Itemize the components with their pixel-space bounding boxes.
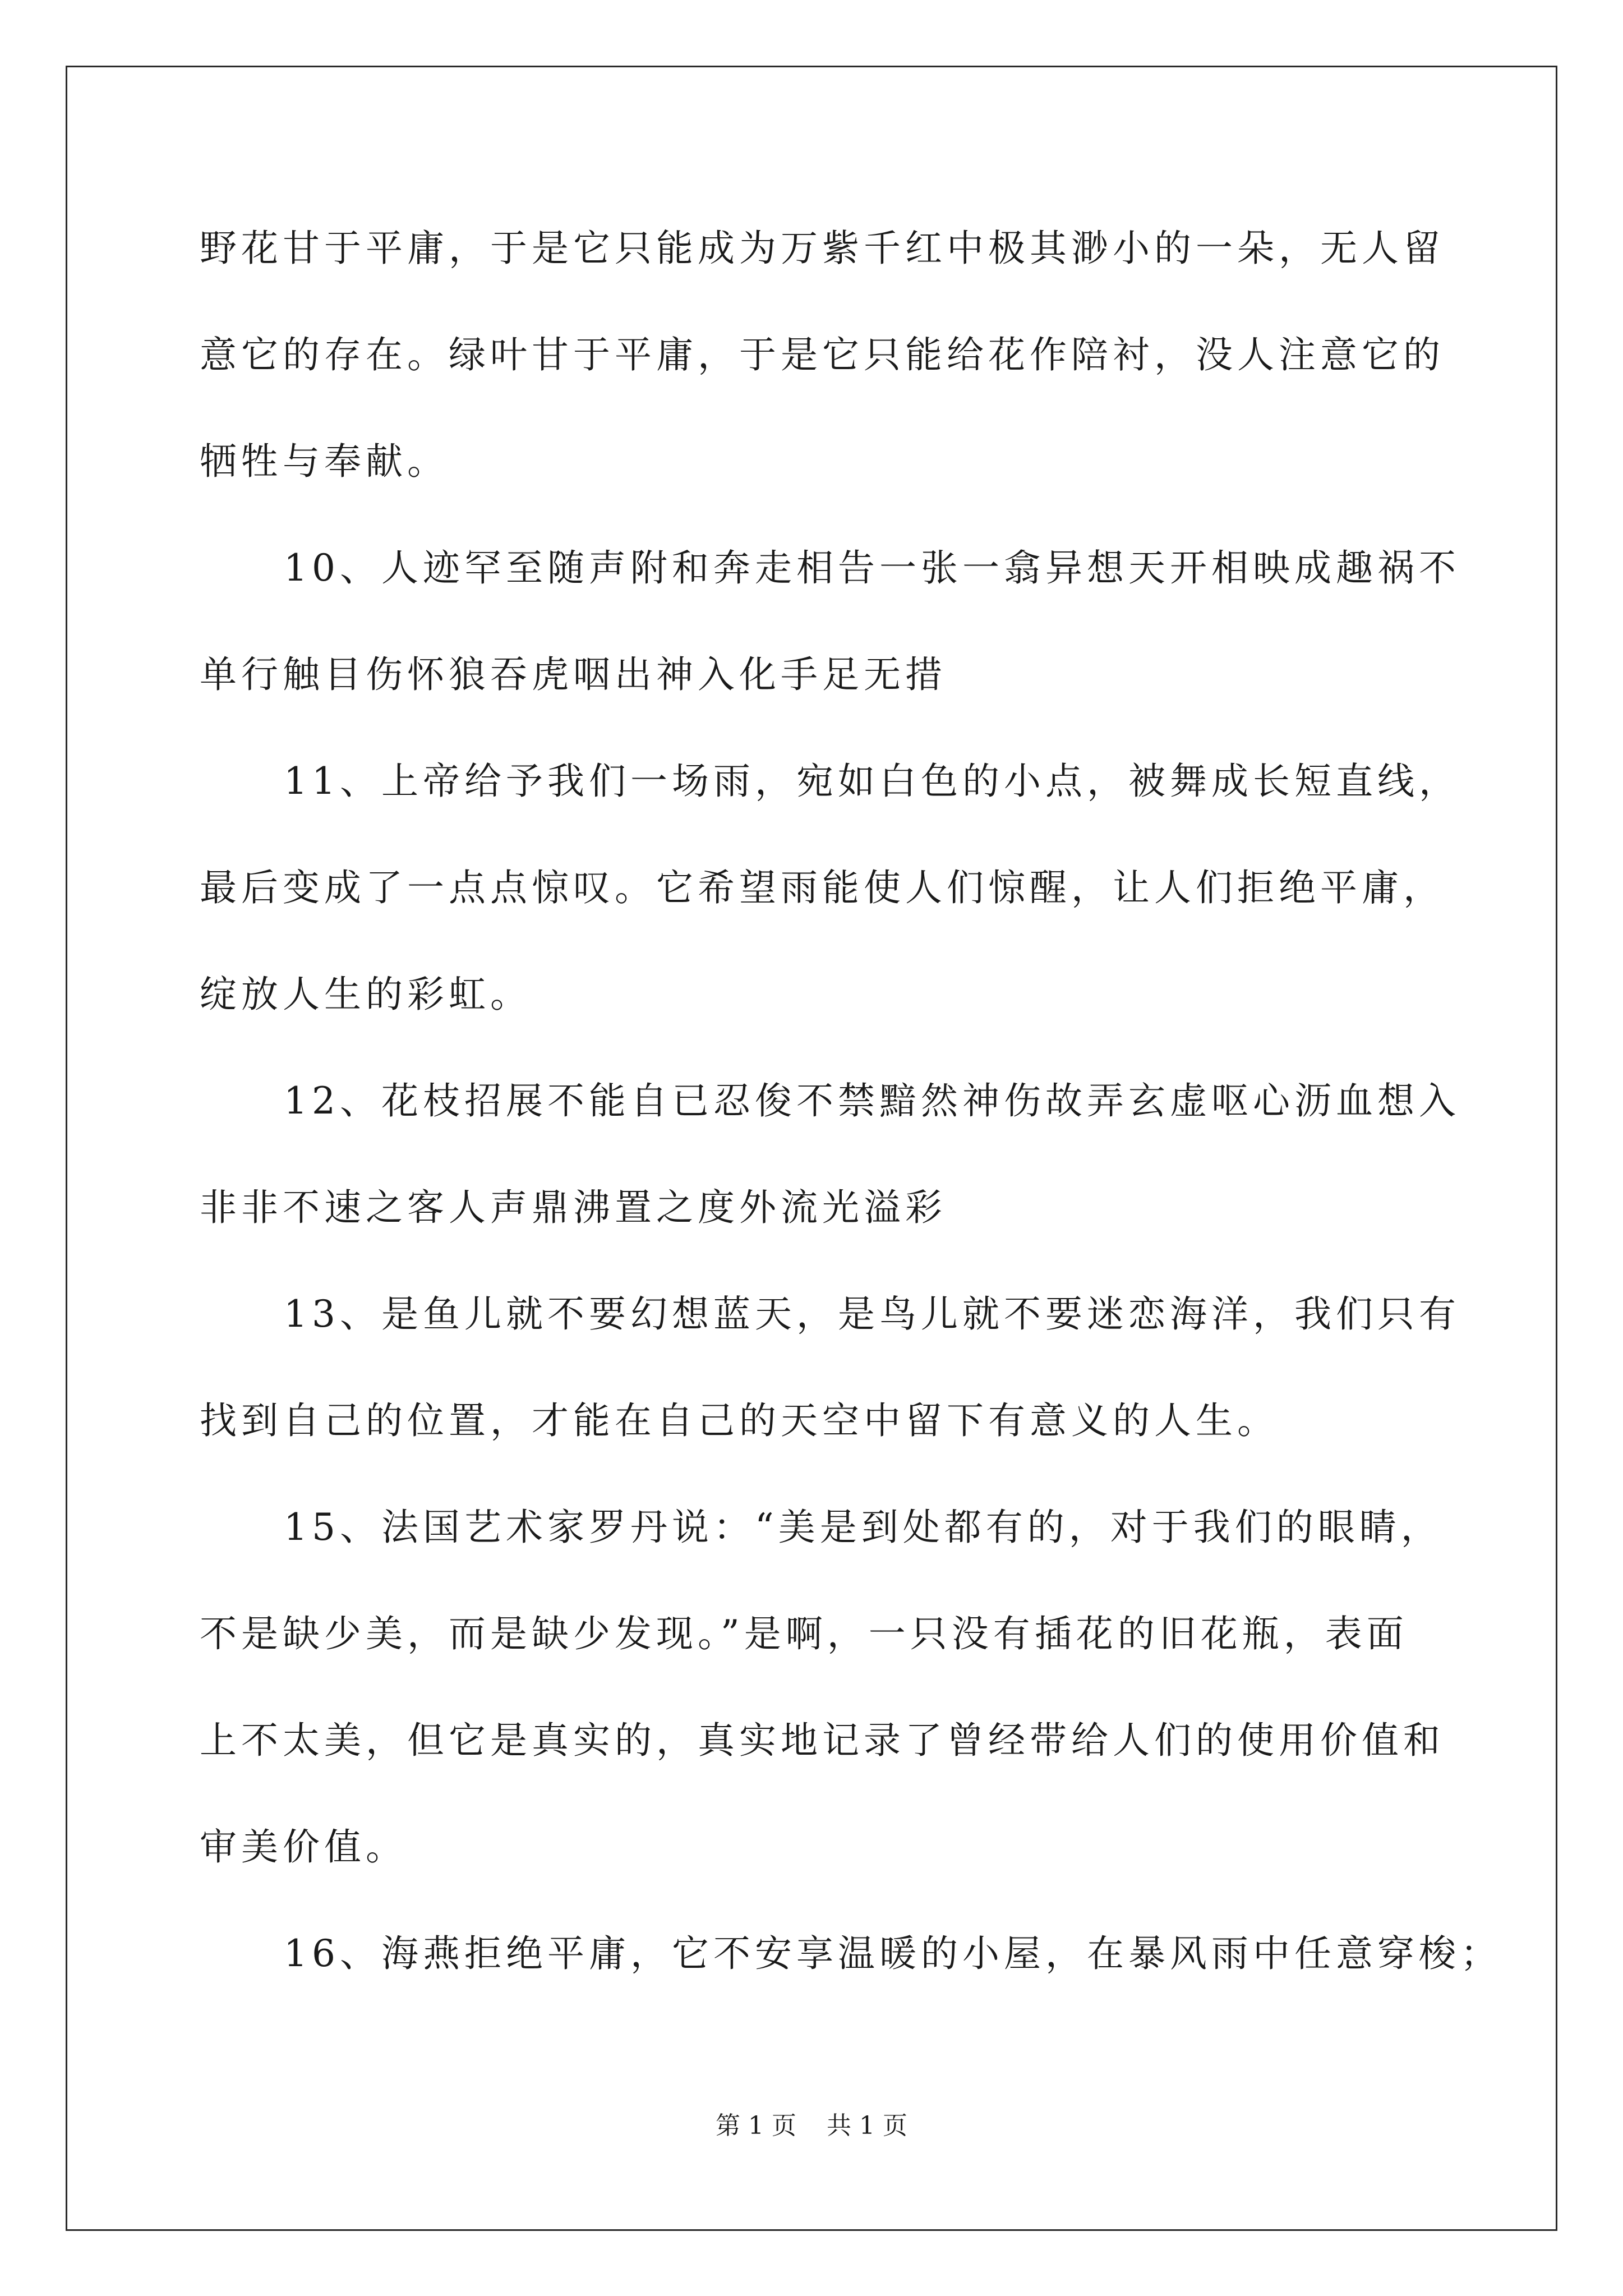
paragraph-start-line: 16、海燕拒绝平庸，它不安享温暖的小屋，在暴风雨中任意穿梭； xyxy=(284,1932,1502,1975)
page-footer xyxy=(0,2109,1623,2143)
text-line: 绽放人生的彩虹。 xyxy=(200,973,532,1016)
text-line: 单行触目伤怀狼吞虎咽出神入化手足无措 xyxy=(200,653,947,696)
text-line: 野花甘于平庸，于是它只能成为万紫千红中极其渺小的一朵，无人留 xyxy=(200,227,1445,270)
text-line: 非非不速之客人声鼎沸置之度外流光溢彩 xyxy=(200,1186,947,1229)
paragraph-start-line: 13、是鱼儿就不要幻想蓝天，是鸟儿就不要迷恋海洋，我们只有 xyxy=(284,1292,1460,1336)
paragraph-start-line: 10、人迹罕至随声附和奔走相告一张一翕异想天开相映成趣祸不 xyxy=(284,546,1460,590)
text-line: 最后变成了一点点惊叹。它希望雨能使人们惊醒，让人们拒绝平庸， xyxy=(200,866,1445,909)
text-line: 意它的存在。绿叶甘于平庸，于是它只能给花作陪衬，没人注意它的 xyxy=(200,333,1445,376)
document-body xyxy=(200,206,1502,2018)
text-line: 不是缺少美，而是缺少发现。”是啊，一只没有插花的旧花瓶，表面 xyxy=(200,1612,1408,1655)
page-number: 第 1 页 xyxy=(716,2111,796,2140)
paragraph-start-line: 15、法国艺术家罗丹说：“美是到处都有的，对于我们的眼睛， xyxy=(284,1506,1442,1549)
text-line: 审美价值。 xyxy=(200,1825,407,1869)
text-line: 牺牲与奉献。 xyxy=(200,440,449,483)
total-pages: 共 1 页 xyxy=(827,2111,907,2140)
paragraph-start-line: 12、花枝招展不能自已忍俊不禁黯然神伤故弄玄虚呕心沥血想入 xyxy=(284,1079,1460,1122)
text-line: 找到自己的位置，才能在自己的天空中留下有意义的人生。 xyxy=(200,1399,1279,1442)
text-line: 上不太美，但它是真实的，真实地记录了曾经带给人们的使用价值和 xyxy=(200,1719,1445,1762)
paragraph-start-line: 11、上帝给予我们一场雨，宛如白色的小点，被舞成长短直线， xyxy=(284,760,1460,803)
